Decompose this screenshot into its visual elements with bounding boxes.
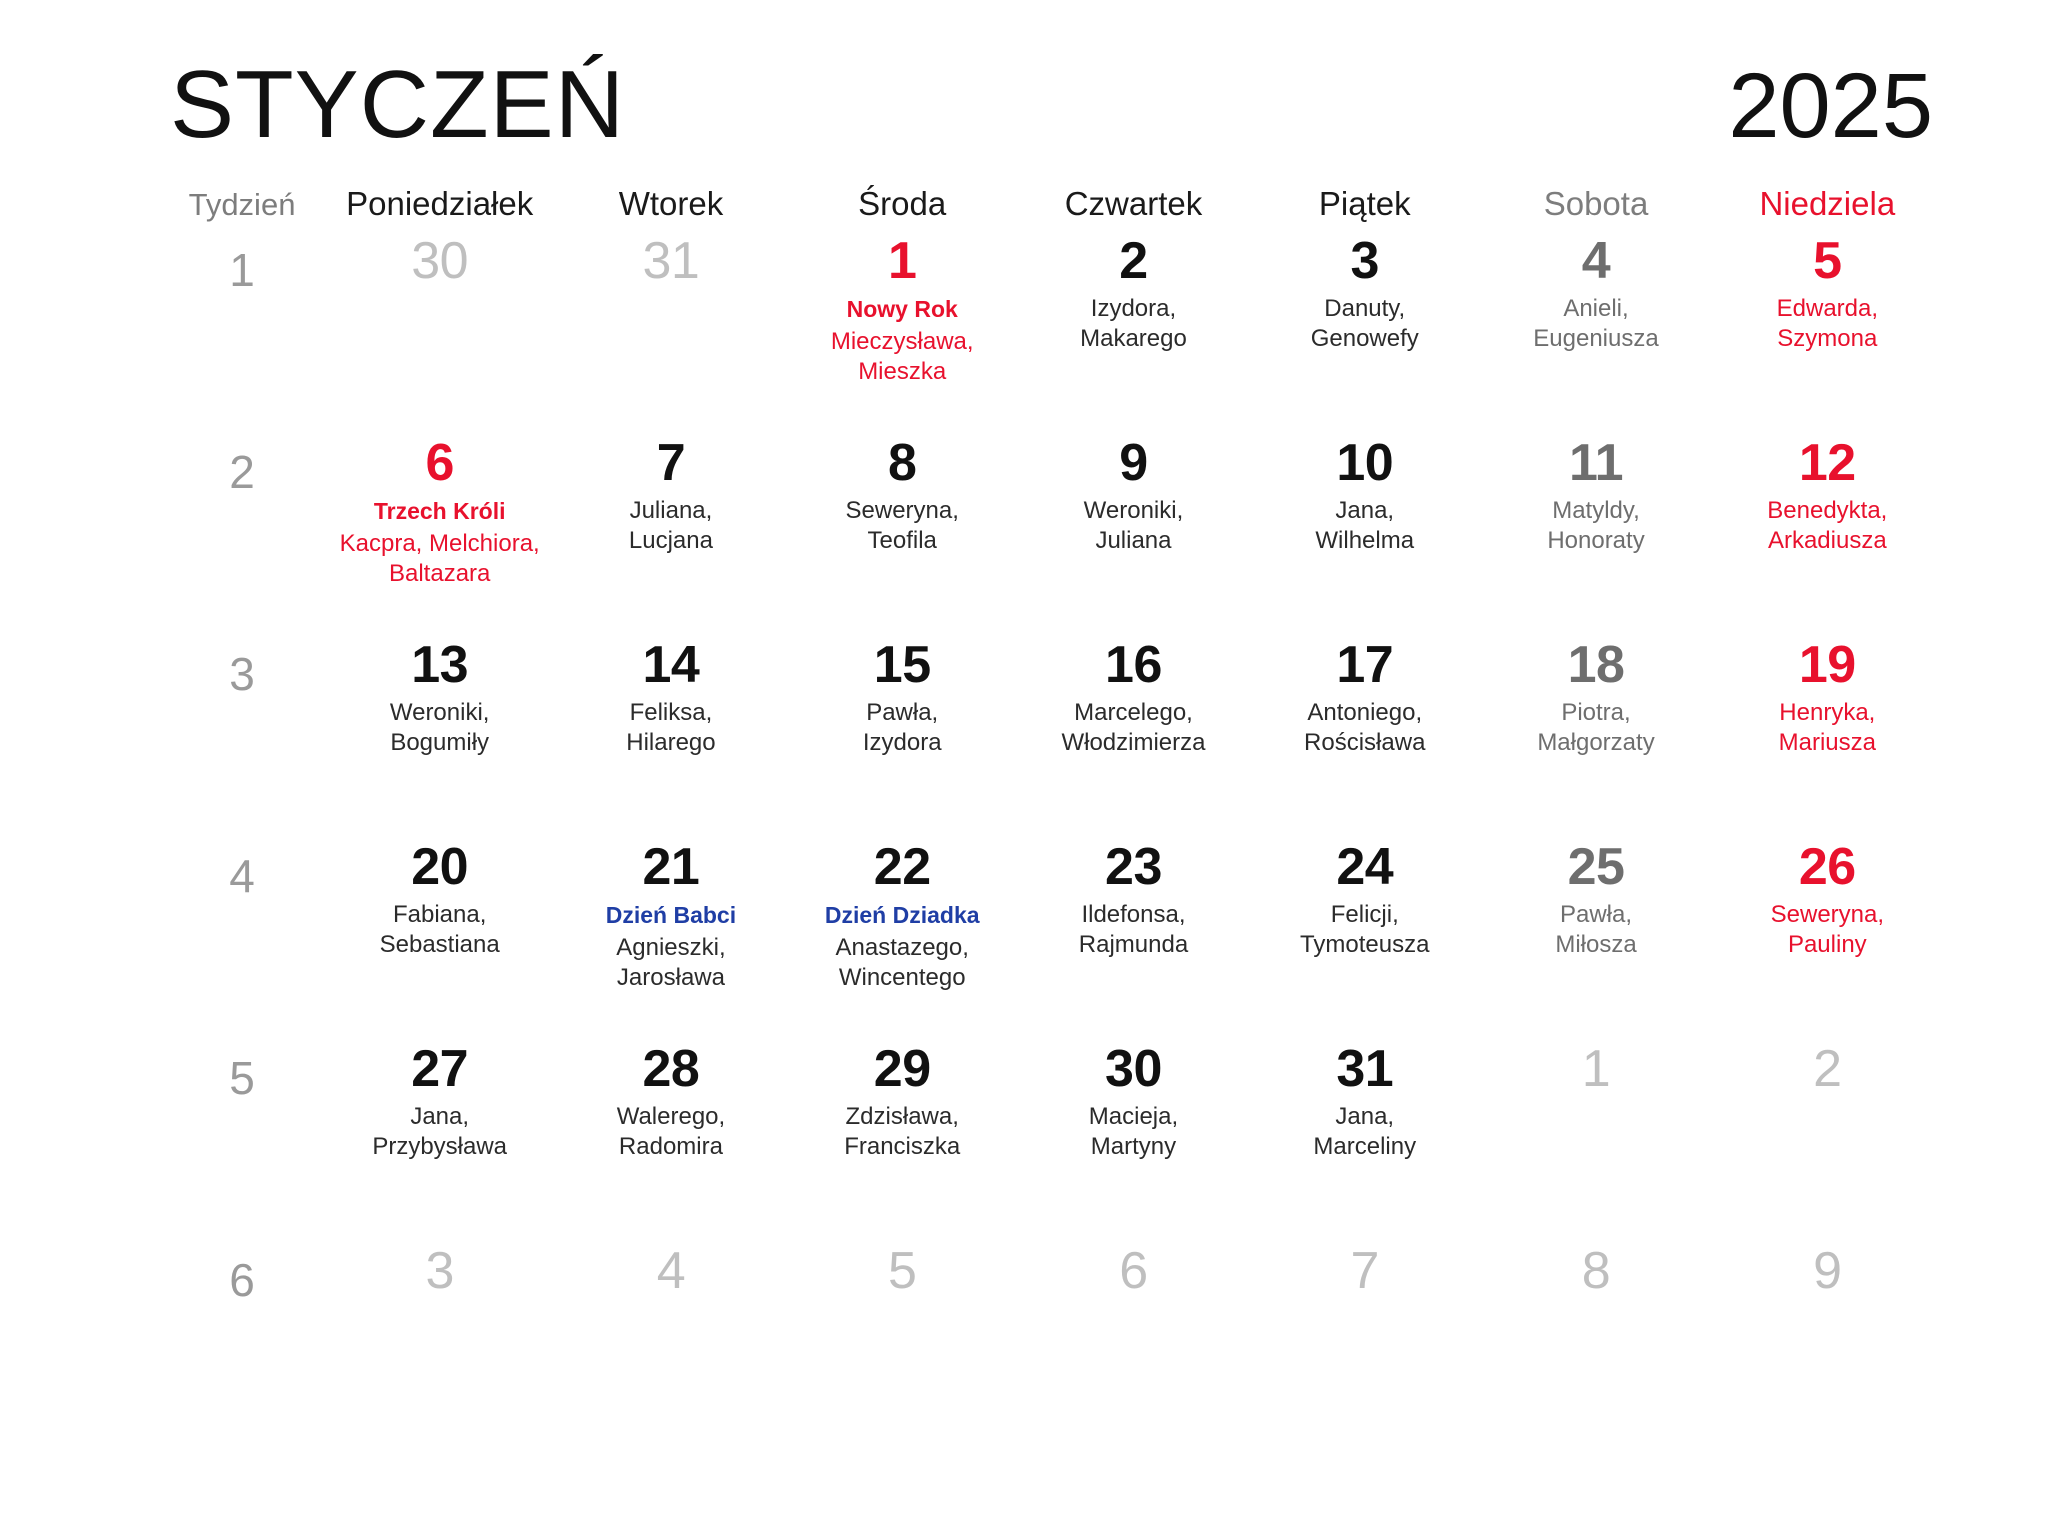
nameday-list: Macieja, Martyny: [1088, 1103, 1179, 1160]
calendar-day-cell[interactable]: [787, 633, 1018, 835]
nameday-list: Jana, Wilhelma: [1315, 497, 1415, 554]
day-number: 25: [1567, 837, 1625, 896]
calendar-day-cell[interactable]: [324, 1239, 555, 1441]
calendar-day-cell[interactable]: [1712, 431, 1943, 633]
nameday-list: Piotra, Małgorzaty: [1537, 699, 1655, 756]
nameday-list: Seweryna, Teofila: [845, 497, 959, 554]
nameday-list: Anieli, Eugeniusza: [1533, 295, 1659, 352]
day-number: 20: [411, 837, 469, 896]
day-number: 22: [873, 837, 931, 896]
day-number: 6: [1119, 1241, 1148, 1300]
calendar-day-cell[interactable]: [787, 1037, 1018, 1239]
nameday-list: Anastazego, Wincentego: [835, 934, 969, 991]
nameday-list: Izydora, Makarego: [1080, 295, 1187, 352]
nameday-list: Fabiana, Sebastiana: [379, 901, 500, 958]
day-number: 9: [1813, 1241, 1842, 1300]
calendar-day-cell[interactable]: [787, 229, 1018, 431]
calendar-day-cell[interactable]: [1480, 1037, 1711, 1239]
day-number: 30: [1105, 1039, 1162, 1098]
calendar-day-cell[interactable]: [1712, 835, 1943, 1037]
day-number: 8: [1581, 1241, 1611, 1300]
year-title: 2025: [1728, 55, 1933, 157]
calendar-week-row: [160, 229, 1943, 431]
day-number: 13: [411, 635, 469, 694]
calendar-day-cell[interactable]: [1018, 431, 1249, 633]
day-number: 15: [873, 635, 931, 694]
day-number: 3: [425, 1241, 454, 1300]
day-number: 21: [642, 837, 700, 896]
day-number: 23: [1105, 837, 1162, 896]
calendar-week-row: [160, 431, 1943, 633]
nameday-list: Antoniego, Rościsława: [1304, 699, 1426, 756]
calendar-day-cell[interactable]: [1018, 1239, 1249, 1441]
day-number: 30: [411, 231, 469, 290]
nameday-list: Feliksa, Hilarego: [626, 699, 716, 756]
calendar-day-cell[interactable]: [1249, 431, 1480, 633]
column-header-week: Tydzień: [188, 186, 296, 222]
column-header-thursday: Czwartek: [1064, 184, 1203, 222]
calendar-day-cell[interactable]: [324, 431, 555, 633]
calendar-day-cell[interactable]: [1018, 1037, 1249, 1239]
nameday-list: Benedykta, Arkadiusza: [1767, 497, 1888, 554]
day-number: 3: [1350, 231, 1379, 290]
calendar-day-cell[interactable]: [324, 229, 555, 431]
day-number: 5: [1813, 231, 1842, 290]
nameday-list: Seweryna, Pauliny: [1770, 901, 1885, 958]
day-number: 28: [642, 1039, 700, 1098]
day-number: 4: [1581, 231, 1611, 290]
column-header-friday: Piątek: [1318, 184, 1411, 222]
day-number: 8: [888, 433, 917, 492]
nameday-list: Kacpra, Melchiora, Baltazara: [339, 530, 540, 587]
calendar-day-cell[interactable]: [787, 431, 1018, 633]
calendar-day-cell[interactable]: [555, 633, 786, 835]
calendar-day-cell[interactable]: [1249, 1239, 1480, 1441]
nameday-list: Ildefonsa, Rajmunda: [1078, 901, 1189, 958]
week-number: 6: [229, 1253, 255, 1306]
day-number: 14: [642, 635, 700, 694]
day-number: 18: [1567, 635, 1625, 694]
week-number: 4: [229, 849, 255, 902]
nameday-list: Zdzisława, Franciszka: [844, 1103, 961, 1160]
calendar-day-cell[interactable]: [555, 431, 786, 633]
day-number: 1: [1581, 1039, 1611, 1098]
calendar-day-cell[interactable]: [1480, 431, 1711, 633]
nameday-list: Edwarda, Szymona: [1776, 295, 1879, 352]
holiday-label: Trzech Króli: [373, 498, 506, 525]
holiday-label: Dzień Dziadka: [824, 902, 980, 929]
calendar-body: [160, 229, 1943, 1441]
week-number: 5: [229, 1051, 255, 1104]
day-number: 9: [1119, 433, 1148, 492]
calendar-week-row: [160, 633, 1943, 835]
calendar-day-cell[interactable]: [1249, 1037, 1480, 1239]
nameday-list: Walerego, Radomira: [616, 1103, 726, 1160]
week-number: 2: [229, 445, 255, 498]
calendar-day-cell[interactable]: [555, 835, 786, 1037]
day-number: 12: [1798, 433, 1856, 492]
calendar-day-cell[interactable]: [555, 229, 786, 431]
week-number: 3: [229, 647, 255, 700]
nameday-list: Danuty, Genowefy: [1310, 295, 1419, 352]
nameday-list: Matyldy, Honoraty: [1547, 497, 1645, 554]
calendar-day-cell[interactable]: [1480, 633, 1711, 835]
column-header-wednesday: Środa: [858, 184, 947, 222]
day-number: 27: [411, 1039, 469, 1098]
holiday-label: Dzień Babci: [605, 902, 737, 929]
day-number: 1: [888, 231, 917, 290]
calendar-day-cell[interactable]: [1018, 229, 1249, 431]
day-number: 10: [1336, 433, 1394, 492]
calendar-day-cell[interactable]: [787, 835, 1018, 1037]
nameday-list: Mieczysława, Mieszka: [830, 328, 974, 385]
calendar-day-cell[interactable]: [1480, 835, 1711, 1037]
calendar-day-cell[interactable]: [1018, 835, 1249, 1037]
calendar-day-cell[interactable]: [1712, 1239, 1943, 1441]
nameday-list: Felicji, Tymoteusza: [1300, 901, 1430, 958]
calendar-day-cell[interactable]: [324, 835, 555, 1037]
nameday-list: Jana, Marceliny: [1313, 1103, 1417, 1160]
week-number: 1: [229, 243, 255, 296]
calendar-day-cell[interactable]: [324, 633, 555, 835]
month-title: STYCZEŃ: [170, 51, 626, 158]
calendar-day-cell[interactable]: [1712, 633, 1943, 835]
nameday-list: Jana, Przybysława: [372, 1103, 508, 1160]
calendar-day-cell[interactable]: [1249, 835, 1480, 1037]
calendar-day-cell[interactable]: [1480, 229, 1711, 431]
nameday-list: Pawła, Miłosza: [1555, 901, 1637, 958]
nameday-list: Marcelego, Włodzimierza: [1061, 699, 1206, 756]
calendar-week-row: [160, 835, 1943, 1037]
day-number: 2: [1813, 1039, 1842, 1098]
column-header-saturday: Sobota: [1543, 184, 1649, 222]
day-number: 4: [656, 1241, 686, 1300]
day-number: 17: [1336, 635, 1394, 694]
calendar-day-cell[interactable]: [1480, 1239, 1711, 1441]
calendar-header: [160, 51, 1943, 158]
calendar-day-cell[interactable]: [1712, 1037, 1943, 1239]
day-number: 11: [1569, 433, 1623, 492]
day-number: 2: [1119, 231, 1148, 290]
calendar-day-cell[interactable]: [324, 1037, 555, 1239]
calendar-day-cell[interactable]: [1018, 633, 1249, 835]
day-number: 24: [1336, 837, 1394, 896]
day-number: 29: [873, 1039, 931, 1098]
calendar-week-row: [160, 1037, 1943, 1239]
day-number: 7: [1350, 1241, 1379, 1300]
day-number: 31: [1336, 1039, 1394, 1098]
day-number: 19: [1798, 635, 1856, 694]
nameday-list: Agnieszki, Jarosława: [616, 934, 726, 991]
day-number: 16: [1105, 635, 1162, 694]
calendar-header-row: [160, 184, 1943, 229]
column-header-sunday: Niedziela: [1759, 184, 1896, 222]
holiday-label: Nowy Rok: [846, 296, 958, 323]
calendar-day-cell[interactable]: [787, 1239, 1018, 1441]
calendar-day-cell[interactable]: [555, 1037, 786, 1239]
day-number: 5: [888, 1241, 917, 1300]
calendar-day-cell[interactable]: [1712, 229, 1943, 431]
day-number: 7: [656, 433, 686, 492]
nameday-list: Henryka, Mariusza: [1778, 699, 1876, 756]
day-number: 6: [425, 433, 454, 492]
day-number: 26: [1798, 837, 1856, 896]
nameday-list: Weroniki, Bogumiły: [389, 699, 490, 756]
day-number: 31: [642, 231, 700, 290]
nameday-list: Juliana, Lucjana: [628, 497, 713, 554]
nameday-list: Pawła, Izydora: [862, 699, 942, 756]
column-header-tuesday: Wtorek: [618, 184, 724, 222]
nameday-list: Weroniki, Juliana: [1083, 497, 1184, 554]
calendar-day-cell[interactable]: [1249, 633, 1480, 835]
calendar-week-row: [160, 1239, 1943, 1441]
calendar-day-cell[interactable]: [1249, 229, 1480, 431]
calendar-grid: [160, 184, 1943, 1441]
calendar-day-cell[interactable]: [555, 1239, 786, 1441]
column-header-monday: Poniedziałek: [346, 184, 534, 222]
